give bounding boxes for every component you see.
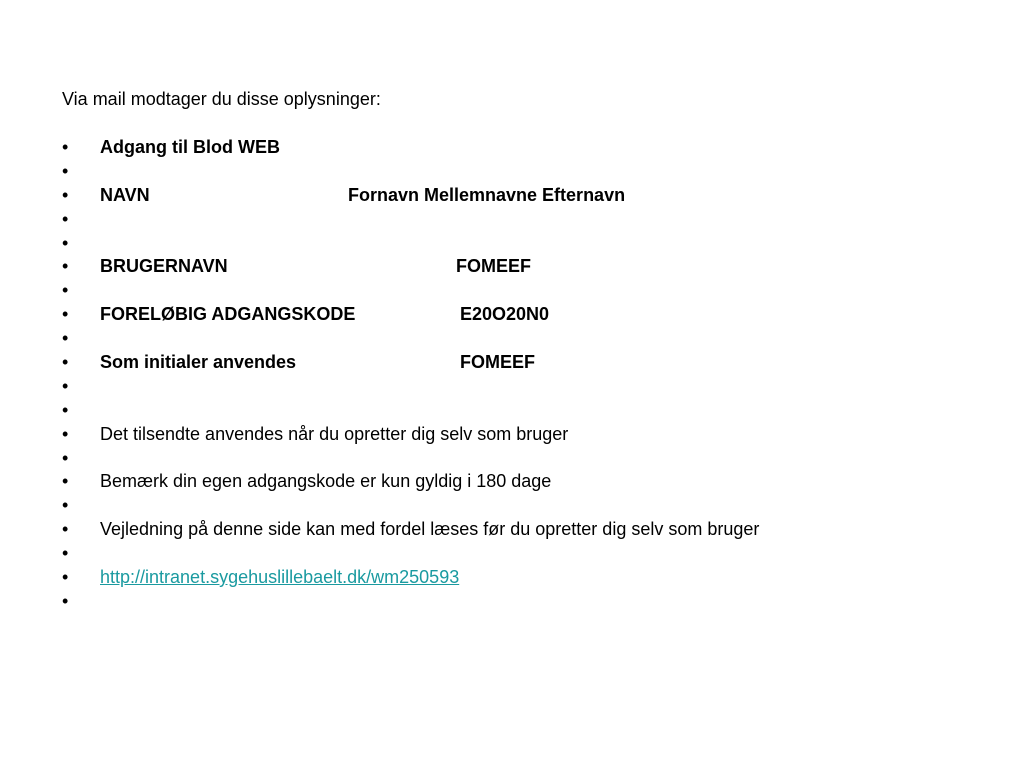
bullet-dot: • [62, 495, 69, 516]
bullet-dot: • [62, 256, 69, 277]
bullet-dot: • [62, 423, 69, 444]
temp-password-value: E20O20N0 [460, 304, 550, 325]
bullet-dot: • [62, 184, 69, 205]
initials-label: Som initialer anvendes [100, 352, 297, 373]
bullet-dot: • [62, 543, 69, 564]
bullet-dot: • [62, 590, 69, 611]
bullet-dot: • [62, 399, 69, 420]
name-value: Fornavn Mellemnavne Efternavn [348, 184, 626, 205]
bullet-dot: • [62, 208, 69, 229]
username-label: BRUGERNAVN [100, 256, 228, 277]
bullet-dot: • [62, 471, 69, 492]
bullet-dot: • [62, 352, 69, 373]
name-label: NAVN [100, 184, 150, 205]
intro-text: Via mail modtager du disse oplysninger: [62, 89, 381, 109]
bullet-dot: • [62, 328, 69, 349]
bullet-dot: • [62, 232, 69, 253]
username-value: FOMEEF [456, 256, 531, 277]
access-title: Adgang til Blod WEB [100, 137, 280, 157]
bullet-dot: • [62, 280, 69, 301]
initials-value: FOMEEF [460, 352, 535, 373]
bullet-dot: • [62, 447, 69, 468]
usage-note: Det tilsendte anvendes når du opretter dig selv som bruger [100, 423, 569, 444]
temp-password-label: FORELØBIG ADGANGSKODE [100, 304, 356, 325]
bullet-dot: • [62, 160, 69, 181]
bullet-dot: • [62, 519, 69, 540]
guide-note: Vejledning på denne side kan med fordel læses før du opretter dig selv som bruger [100, 519, 760, 540]
validity-note: Bemærk din egen adgangskode er kun gyldig i 180 dage [100, 471, 552, 492]
bullet-dot: • [62, 304, 69, 325]
intranet-link[interactable]: http://intranet.sygehuslillebaelt.dk/wm250593 [100, 567, 460, 588]
bullet-dot: • [62, 567, 69, 588]
bullet-dot: • [62, 375, 69, 396]
bullet-dot: • [62, 137, 69, 157]
